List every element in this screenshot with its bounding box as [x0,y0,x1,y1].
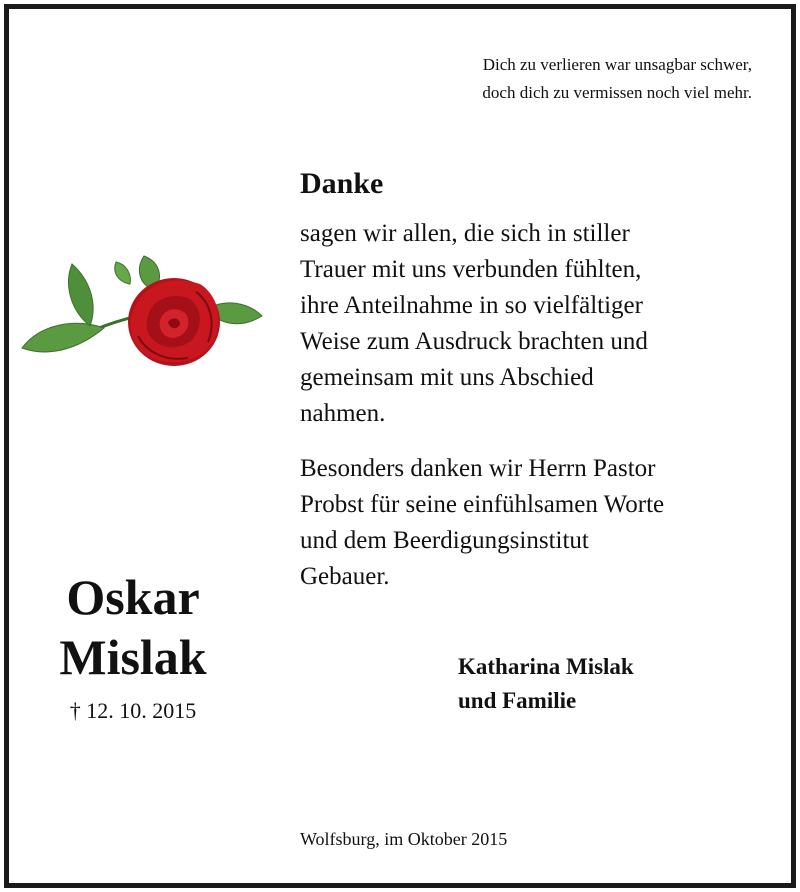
thanks-paragraph-1 [300,216,770,432]
leaf-left-top [69,264,94,326]
deceased-first-name: Oskar [66,569,200,625]
motto-line-2: doch dich zu vermissen noch viel mehr. [482,83,752,102]
paragraph-line: Probst für seine einfühlsamen Worte [300,491,665,518]
paragraph-line: und dem Beerdigungsinstitut [300,527,589,554]
paragraph-line: Weise zum Ausdruck brachten und [300,328,648,355]
death-date: † 12. 10. 2015 [69,698,197,723]
rose-head [128,278,220,366]
paragraph-line: sagen wir allen, die sich in stiller [300,220,630,247]
paragraph-line: Besonders danken wir Herrn Pastor [300,455,656,482]
deceased-last-name: Mislak [59,629,207,685]
paragraph-line: ihre Anteilnahme in so vielfältiger [300,292,643,319]
leaf-top-small [115,262,131,284]
signature [458,650,634,718]
deceased-block [20,567,246,725]
motto [300,51,752,107]
paragraph-line: gemeinsam mit uns Abschied [300,364,594,391]
paragraph-line: Trauer mit uns verbunden fühlten, [300,256,642,283]
paragraph-line: nahmen. [300,400,386,427]
signature-line-2: und Familie [458,688,577,713]
motto-line-1: Dich zu verlieren war unsagbar schwer, [482,55,752,74]
paragraph-line: Gebauer. [300,563,390,590]
red-rose-image [20,244,264,374]
place-and-date: Wolfsburg, im Oktober 2015 [300,829,508,849]
signature-line-1: Katharina Mislak [458,654,634,679]
notice-border [4,4,796,888]
leaf-left-bottom [22,323,104,352]
thanks-paragraph-2 [300,451,770,595]
thanks-heading: Danke [300,167,384,200]
